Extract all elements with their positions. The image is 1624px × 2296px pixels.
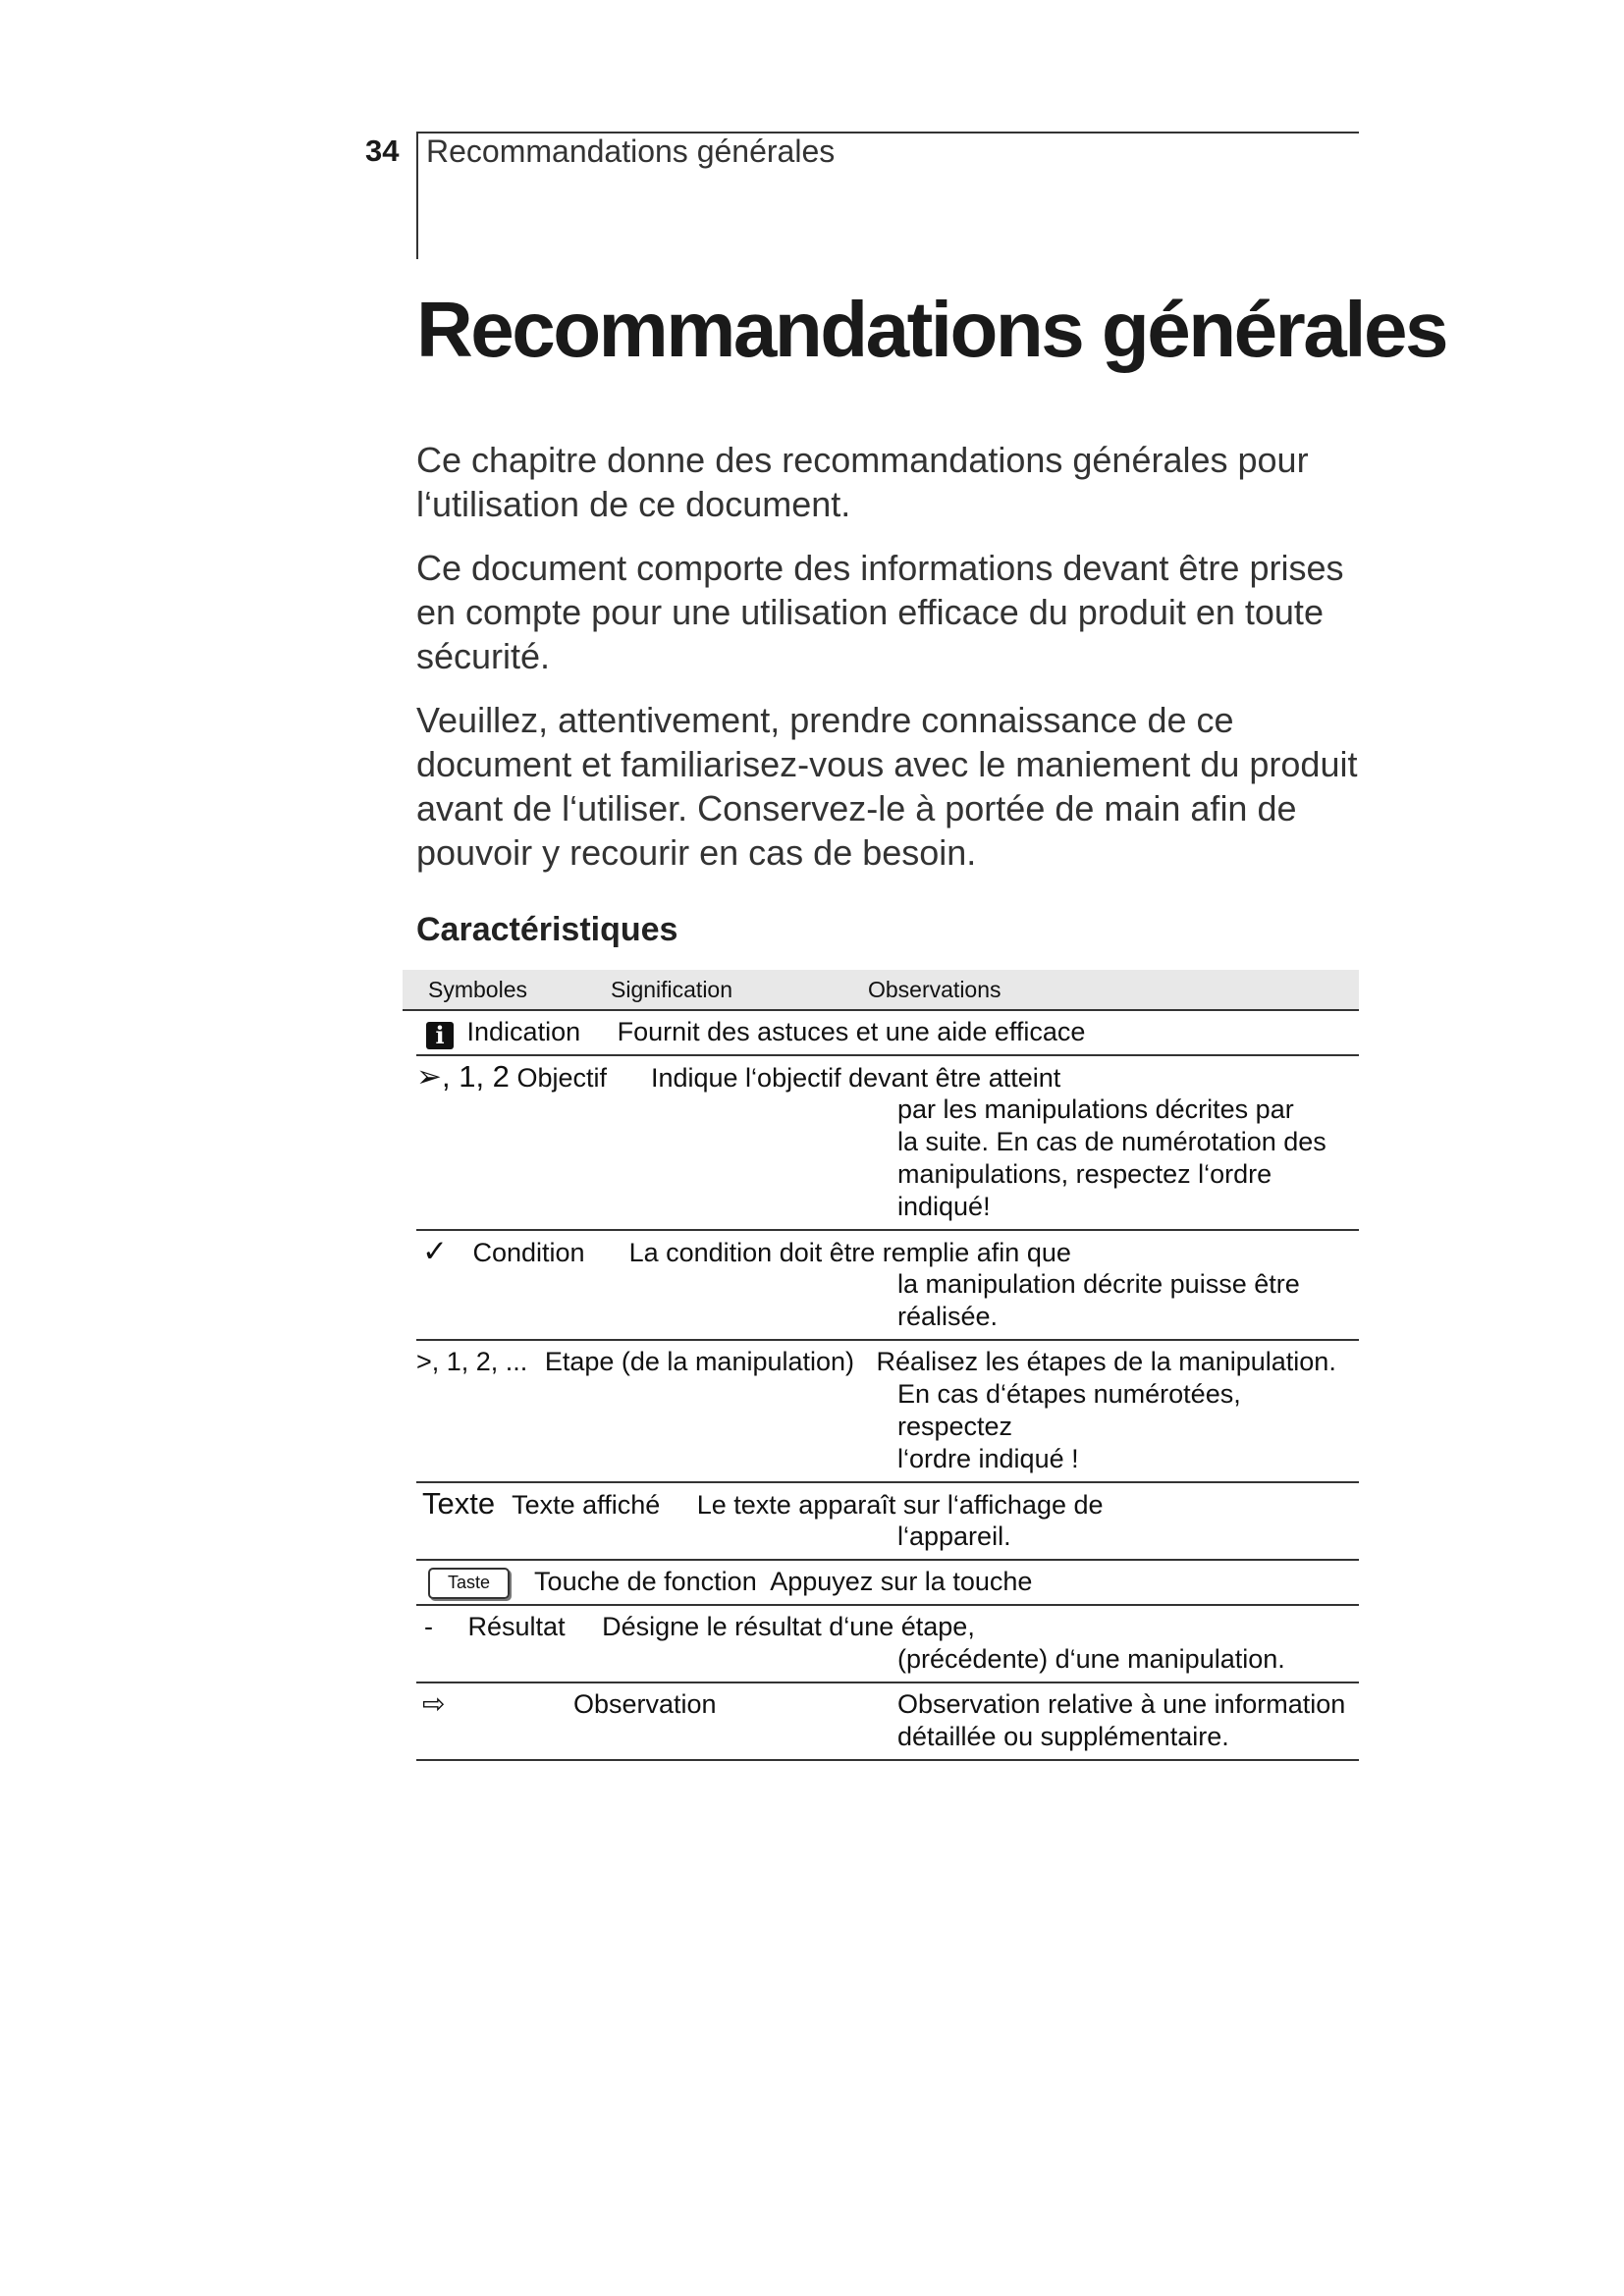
row-text: Touche de fonction Appuyez sur la touche: [534, 1567, 1033, 1596]
header-vertical-rule: [416, 132, 418, 259]
intro-paragraph: Veuillez, attentivement, prendre connaissance de ce document et familiarisez-vous avec le maniement du produit avant de l‘utiliser. Conservez-le à portée de main afin de pouvoir y recourir en cas de besoin.: [416, 700, 1358, 873]
intro-paragraph: Ce document comporte des informations devant être prises en compte pour une utilisation efficace du produit en toute sécurité.: [416, 548, 1344, 676]
table-row: [416, 1683, 1359, 1761]
target-arrow-icon: ➢, 1, 2: [416, 1059, 510, 1094]
row-note: l‘appareil.: [897, 1522, 1011, 1551]
row-text: Objectif Indique l‘objectif devant être atteint: [516, 1063, 1061, 1093]
step-symbol: >, 1, 2, ...: [416, 1347, 528, 1376]
table-row: [416, 1341, 1359, 1483]
row-note: par les manipulations décrites par: [897, 1095, 1294, 1124]
header-meaning: Signification: [611, 977, 733, 1002]
row-text: Etape (de la manipulation) Réalisez les étapes de la manipulation.: [544, 1347, 1336, 1376]
header-notes: Observations: [868, 977, 1001, 1002]
row-text: Observation: [573, 1689, 717, 1719]
row-text: Condition La condition doit être remplie afin que: [472, 1238, 1071, 1267]
table-row: [416, 1056, 1359, 1231]
table-row: [416, 1483, 1359, 1561]
row-text: Résultat Désigne le résultat d‘une étape,: [467, 1612, 975, 1641]
row-note: la manipulation décrite puisse être: [897, 1269, 1300, 1299]
page-number: 34: [365, 133, 400, 168]
table-row: [416, 1011, 1359, 1056]
header-symbols: Symboles: [428, 977, 527, 1002]
table-row: [416, 1606, 1359, 1683]
table-row: [416, 1561, 1359, 1606]
key-icon: Taste: [428, 1568, 510, 1599]
row-note: l‘ordre indiqué !: [897, 1444, 1079, 1473]
row-note: la suite. En cas de numérotation des: [897, 1127, 1326, 1156]
section-title: Caractéristiques: [416, 911, 678, 948]
row-note: Observation relative à une information: [897, 1689, 1346, 1719]
table-header: [403, 970, 1359, 1011]
intro-text: [416, 438, 1369, 894]
result-symbol: -: [424, 1612, 433, 1641]
row-note: (précédente) d‘une manipulation.: [897, 1644, 1285, 1674]
characteristics-table: [403, 970, 1359, 1761]
row-note: manipulations, respectez l‘ordre indiqué!: [897, 1159, 1272, 1221]
row-note: En cas d‘étapes numérotées, respectez: [897, 1379, 1241, 1441]
row-note: réalisée.: [897, 1302, 999, 1331]
observation-arrow-icon: ⇨: [422, 1687, 446, 1720]
page-title: Recommandations générales: [416, 286, 1446, 373]
intro-paragraph: Ce chapitre donne des recommandations générales pour l‘utilisation de ce document.: [416, 440, 1309, 524]
row-text: Texte affiché Le texte apparaît sur l‘affichage de: [512, 1490, 1104, 1520]
table-row: [416, 1231, 1359, 1341]
row-note: détaillée ou supplémentaire.: [897, 1722, 1229, 1751]
info-icon: i: [426, 1022, 454, 1049]
checkmark-icon: ✓: [422, 1234, 448, 1268]
display-text-symbol: Texte: [422, 1486, 496, 1521]
row-text: Indication Fournit des astuces et une aide efficace: [466, 1017, 1086, 1046]
running-head: Recommandations générales: [426, 133, 836, 169]
